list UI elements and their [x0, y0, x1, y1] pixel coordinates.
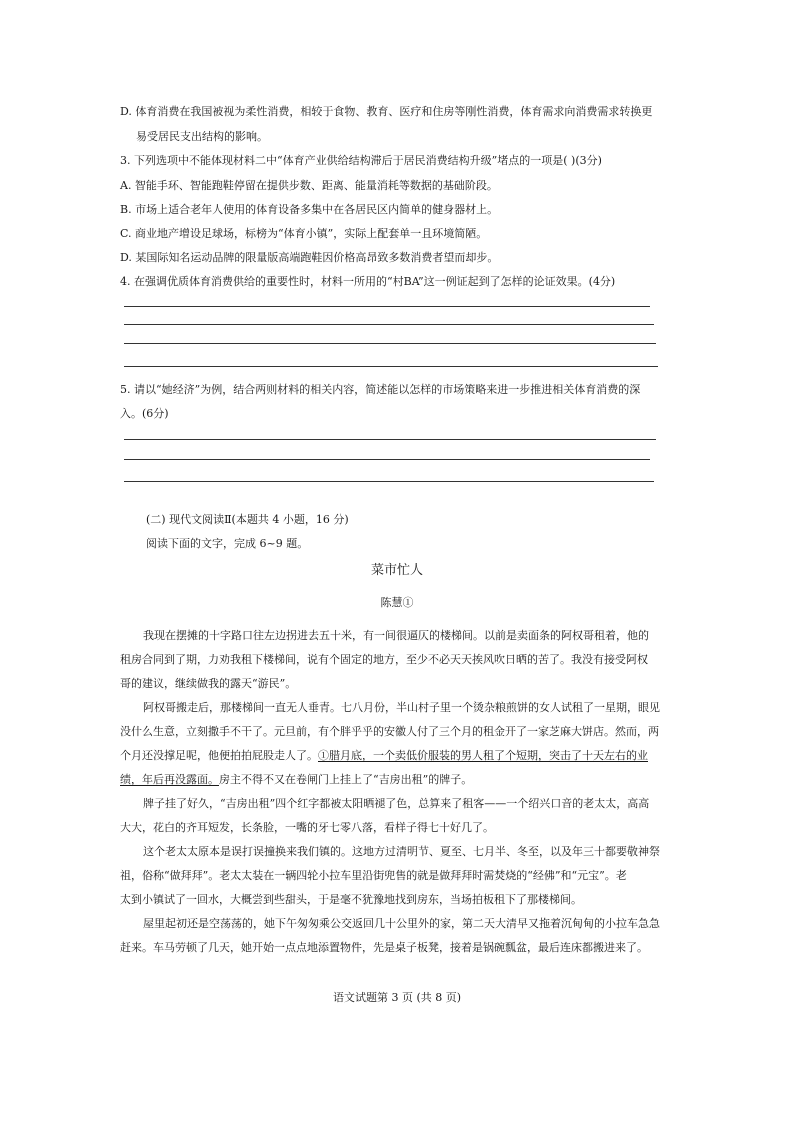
q5-stem-line1: 5. 请以“她经济”为例，结合两则材料的相关内容，简述能以怎样的市场策略来进一步推进相关体育消费的深: [120, 383, 641, 396]
q5-answer-line-3: [124, 481, 654, 482]
section-heading: (二) 现代文阅读Ⅱ(本题共 4 小题，16 分): [146, 513, 349, 526]
q5-answer-line-1: [124, 439, 656, 440]
q5-stem-line2: 入。(6分): [120, 407, 169, 420]
section-instruction: 阅读下面的文字，完成 6~9 题。: [146, 537, 309, 550]
q4-answer-line-1: [124, 306, 650, 307]
story-p4-line2: 祖，俗称“做拜拜”。老太太装在一辆四轮小拉车里沿街兜售的就是做拜拜时需焚烧的“经佛”和“元宝”。老: [120, 869, 627, 882]
q3-option-c: C. 商业地产增设足球场，标榜为“体育小镇”，实际上配套单一且环境简陋。: [120, 227, 488, 240]
story-p2-line1: 阿权哥搬走后，那楼梯间一直无人垂青。七八月份，半山村子里一个烫杂粮煎饼的女人试租了一星期，眼见: [143, 701, 660, 714]
q4-answer-line-4: [124, 366, 658, 367]
story-p2-line3: [120, 750, 648, 761]
story-p3-line2: 大大，花白的齐耳短发，长条脸，一嘴的牙七零八落，看样子得七十好几了。: [120, 821, 494, 834]
story-title: 菜市忙人: [370, 563, 423, 578]
story-p2-line3-text: 个月还没撑足呢，他便拍拍屁股走人了。: [120, 749, 318, 762]
q4-stem: 4. 在强调优质体育消费供给的重要性时，材料一所用的“村BA”这一例证起到了怎样的论证效果。(4分): [120, 275, 616, 288]
q3-option-a: A. 智能手环、智能跑鞋停留在提供步数、距离、能量消耗等数据的基础阶段。: [120, 179, 498, 192]
story-p3-line1: 牌子挂了好久，“吉房出租”四个红字都被太阳晒褪了色，总算来了租客——一个绍兴口音的老太太，高高: [143, 797, 650, 810]
story-p5-line2: 赶来。车马劳顿了几天，她开始一点点地添置物件，先是桌子板凳，接着是锅碗瓢盆，最后连床都搬进来了。: [120, 941, 648, 954]
q4-answer-line-3: [124, 343, 656, 344]
story-author: 陈慧①: [380, 596, 414, 609]
q3-option-b: B. 市场上适合老年人使用的体育设备多集中在各居民区内简单的健身器材上。: [120, 203, 499, 216]
q3-option-d: D. 某国际知名运动品牌的限量版高端跑鞋因价格高昂致多数消费者望而却步。: [120, 251, 499, 264]
story-p4-line3: 太到小镇试了一回水，大概尝到些甜头，于是毫不犹豫地找到房东，当场拍板租下了那楼梯间。: [120, 893, 582, 906]
story-p4-line1: 这个老太太原本是误打误撞换来我们镇的。这地方过清明节、夏至、七月半、冬至，以及年三十都要敬神祭: [143, 845, 660, 858]
q2-option-d-line2: 易受居民支出结构的影响。: [136, 130, 268, 143]
q2-option-d-line1: D. 体育消费在我国被视为柔性消费，相较于食物、教育、医疗和住房等刚性消费，体育需求向消费需求转换更: [120, 105, 653, 118]
q5-answer-line-2: [124, 459, 650, 460]
story-p1-line2: 租房合同到了期，力劝我租下楼梯间，说有个固定的地方，至少不必天天挨风吹日晒的苦了。我没有接受阿权: [120, 653, 648, 666]
page-footer: 语文试题第 3 页 (共 8 页): [332, 991, 462, 1004]
story-p1-line3: 哥的建议，继续做我的露天“游民”。: [120, 677, 297, 690]
q4-answer-line-2: [124, 324, 654, 325]
underlined-sentence-part1: ①腊月底，一个卖低价服装的男人租了个短期，突击了十天左右的业: [318, 749, 648, 762]
q3-stem: 3. 下列选项中不能体现材料二中“体育产业供给结构滞后于居民消费结构升级”堵点的一项是( )(3分): [120, 154, 602, 167]
story-p5-line1: 屋里起初还是空荡荡的，她下午匆匆乘公交返回几十公里外的家，第二天大清早又拖着沉甸甸的小拉车急急: [143, 917, 660, 930]
story-p2-line4: [120, 774, 472, 785]
story-p1-line1: 我现在摆摊的十字路口往左边拐进去五十米，有一间很逼仄的楼梯间。以前是卖面条的阿权哥租着，他的: [143, 629, 649, 642]
underlined-sentence-part2: 绩，年后再没露面。: [120, 773, 219, 786]
story-p2-line2: 没什么生意，立刻撒手不干了。元旦前，有个胖乎乎的安徽人付了三个月的租金开了一家芝麻大饼店。然而，两: [120, 725, 659, 738]
story-p2-line4-text: 房主不得不又在卷闸门上挂上了“吉房出租”的牌子。: [219, 773, 473, 786]
